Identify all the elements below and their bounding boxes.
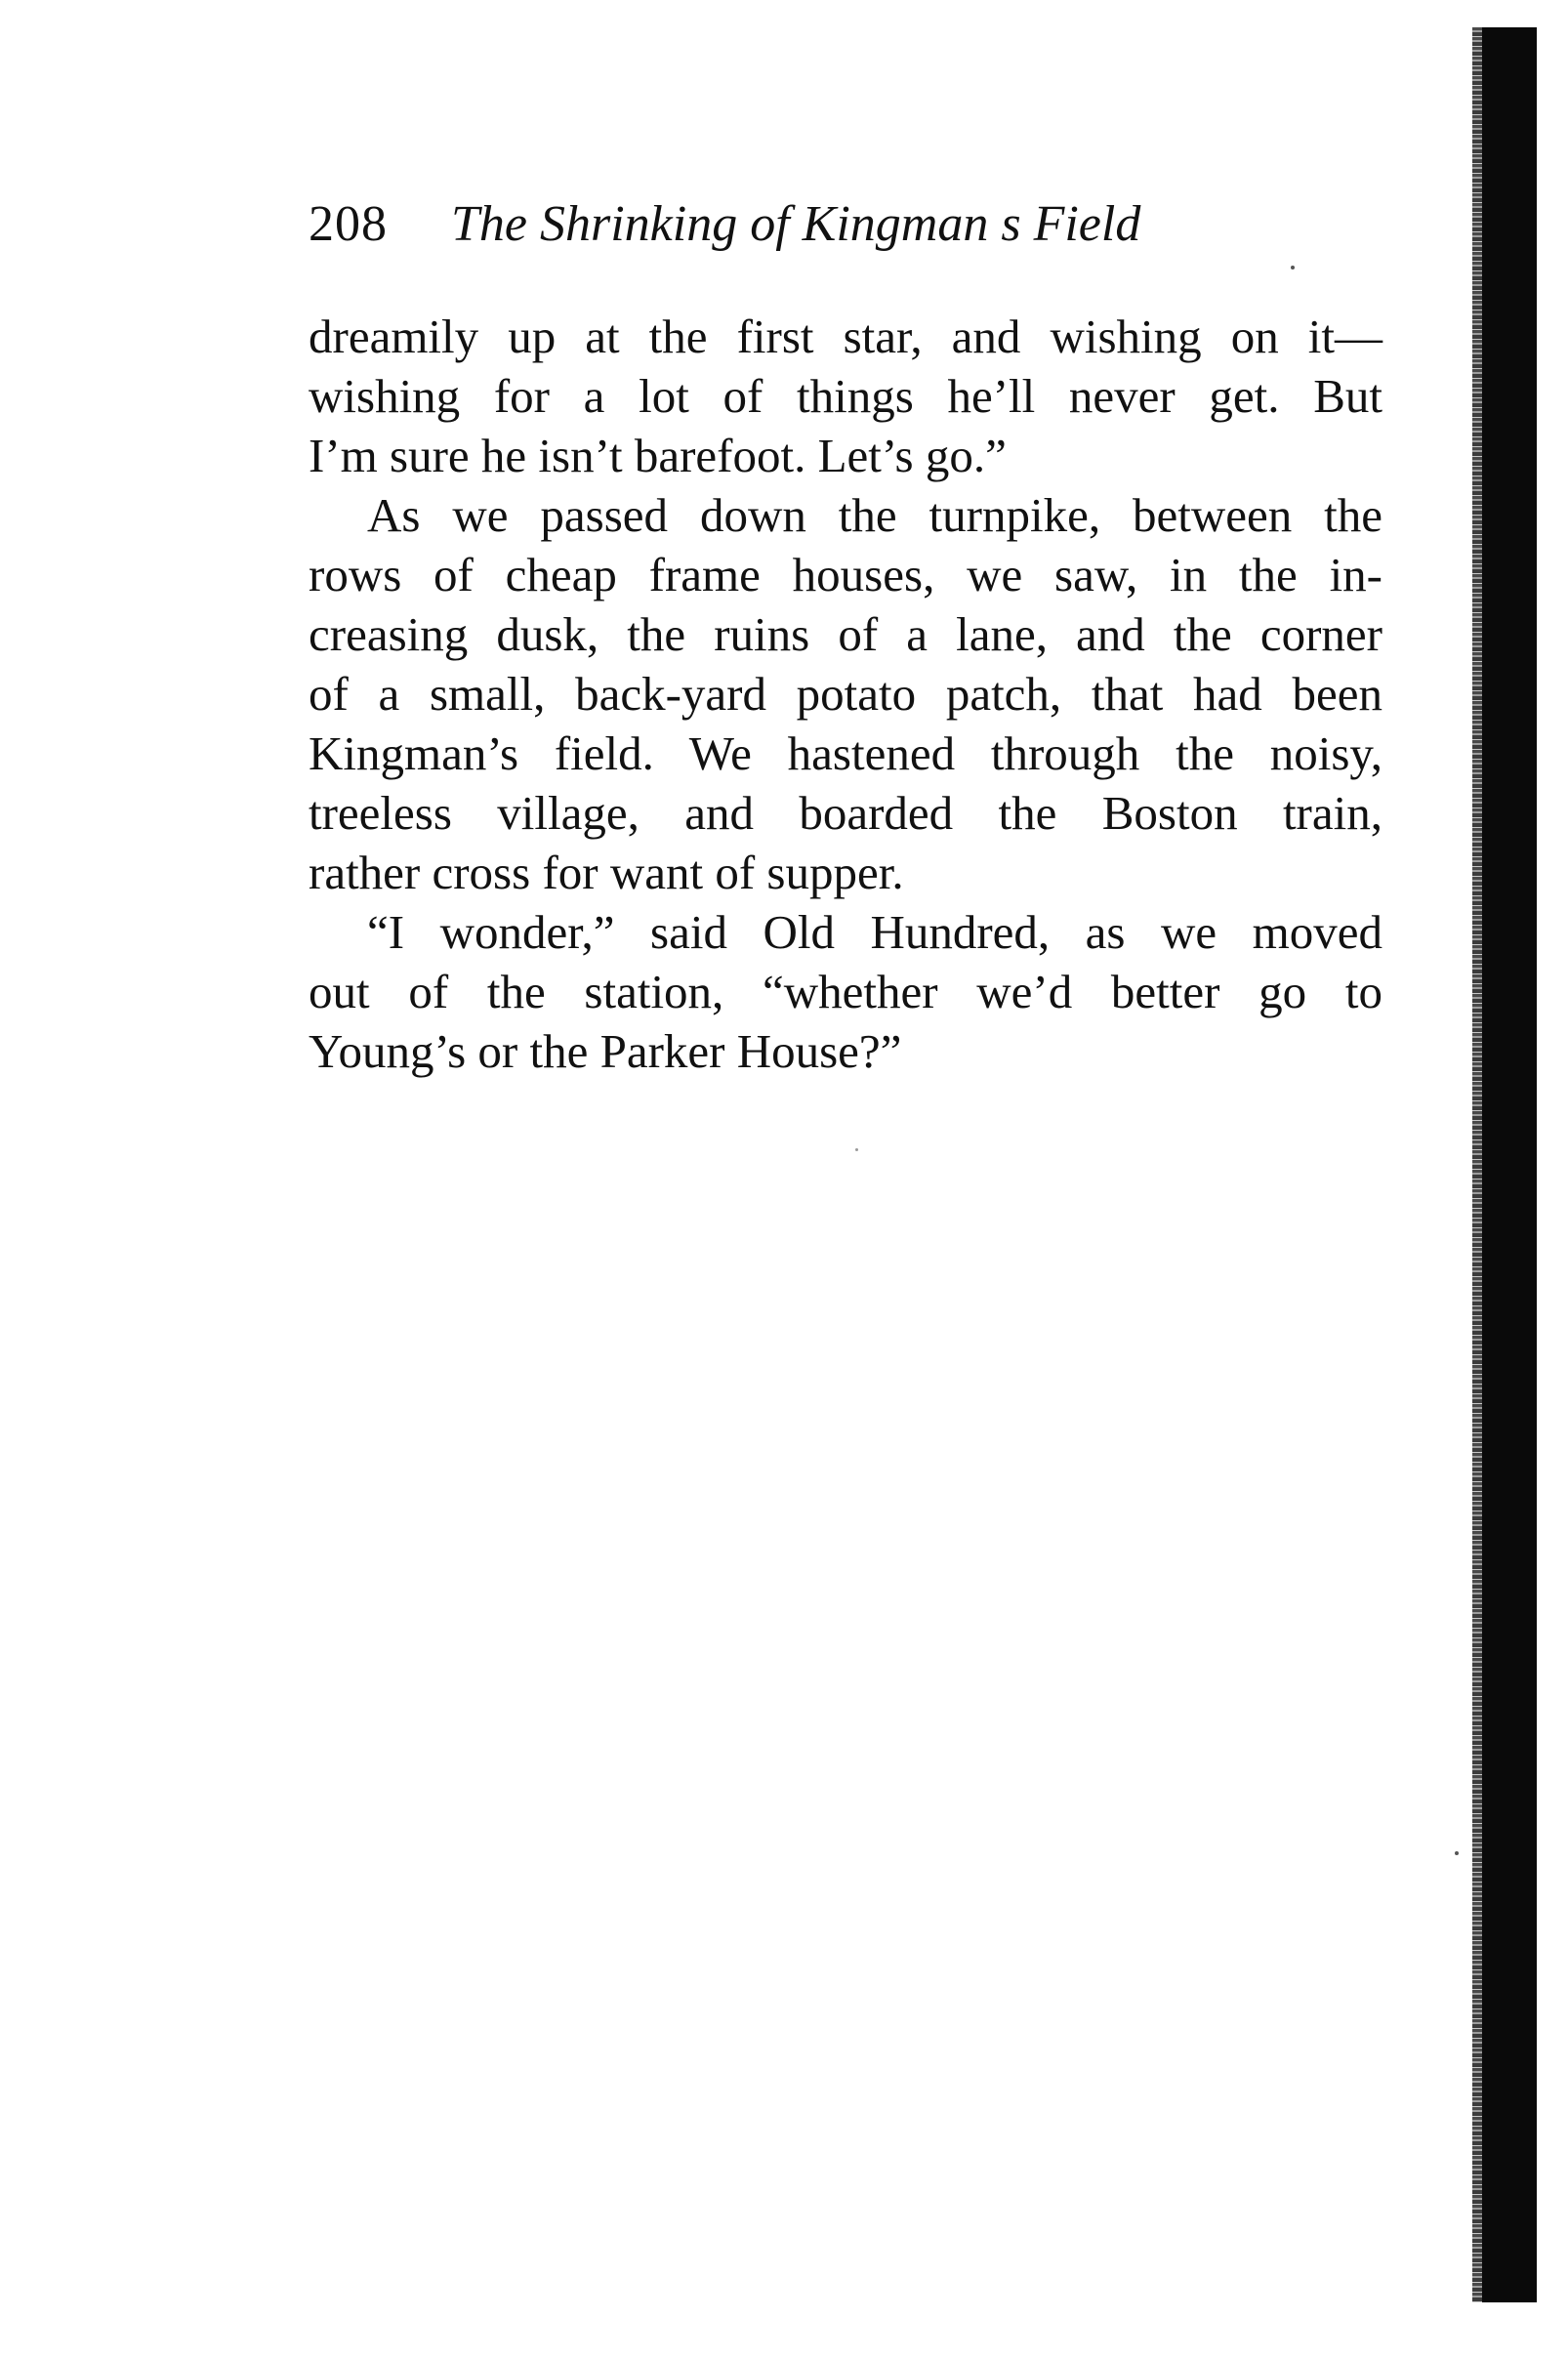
text-line: dreamily up at the first star, and wishing on it— xyxy=(309,310,1382,363)
text-line: Young’s or the Parker House?” xyxy=(309,1024,902,1078)
text-line: treeless village, and boarded the Boston train, xyxy=(309,786,1382,840)
paragraph xyxy=(309,307,1382,485)
text-line: out of the station, “whether we’d better go to xyxy=(309,965,1382,1018)
running-head xyxy=(309,195,1382,264)
text-line: Kingman’s field. We hastened through the noisy, xyxy=(309,726,1382,780)
text-line: “I wonder,” said Old Hundred, as we moved xyxy=(367,905,1382,959)
paragraph xyxy=(309,902,1382,1081)
body-text xyxy=(309,307,1382,1081)
page-number: 208 xyxy=(309,196,388,252)
text-line: creasing dusk, the ruins of a lane, and the corner xyxy=(309,607,1382,661)
text-line: of a small, back-yard potato patch, that had been xyxy=(309,667,1382,721)
scan-speck xyxy=(1291,266,1295,269)
text-line: As we passed down the turnpike, between the xyxy=(367,488,1382,542)
text-line: wishing for a lot of things he’ll never get. But xyxy=(309,369,1382,423)
scan-speck xyxy=(855,1148,858,1151)
scan-edge xyxy=(1482,27,1537,2302)
paragraph xyxy=(309,485,1382,902)
text-line: rather cross for want of supper. xyxy=(309,846,904,899)
text-line: I’m sure he isn’t barefoot. Let’s go.” xyxy=(309,429,1007,482)
running-title: The Shrinking of Kingman s Field xyxy=(451,196,1141,252)
scan-speck xyxy=(1455,1851,1459,1855)
text-line: rows of cheap frame houses, we saw, in the in- xyxy=(309,548,1382,601)
